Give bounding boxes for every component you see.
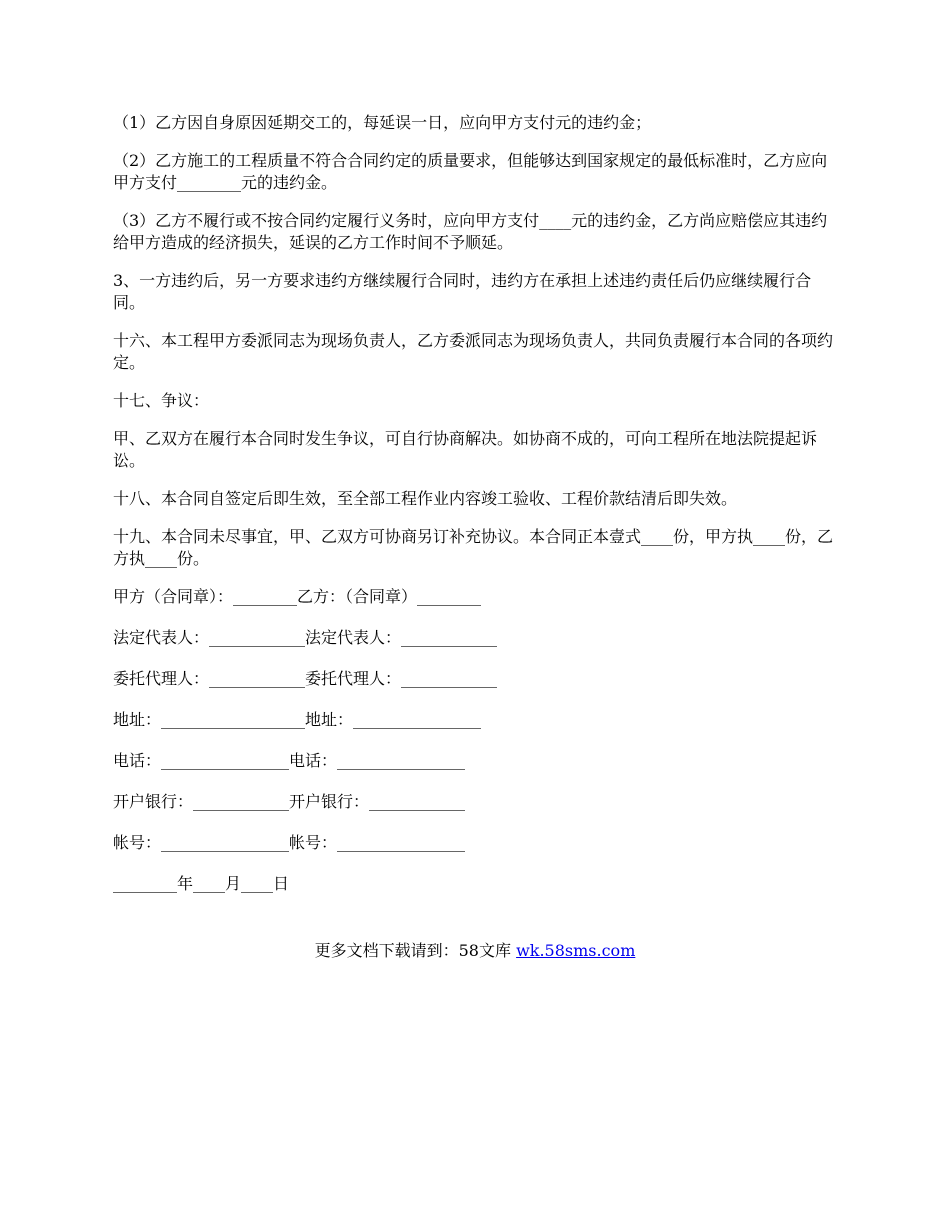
signature-bank-line: 开户银行：____________开户银行：____________	[113, 792, 466, 811]
clause-17-heading: 十七、争议：	[113, 391, 210, 410]
page-footer	[0, 940, 950, 962]
clause-17-dispute-text: 甲、乙双方在履行本合同时发生争议，可自行协商解决。如协商不成的，可向工程所在地法院提起诉讼。	[113, 429, 818, 470]
document-body	[113, 112, 843, 914]
clause-16-site-representatives: 十六、本工程甲方委派同志为现场负责人，乙方委派同志为现场负责人，共同负责履行本合同的各项约定。	[113, 331, 834, 372]
clause-18-effectiveness: 十八、本合同自签定后即生效，至全部工程作业内容竣工验收、工程价款结清后即失效。	[113, 489, 738, 508]
signature-phone-line: 电话：________________电话：________________	[113, 751, 466, 770]
signature-block	[113, 586, 843, 895]
clause-penalty-1: （1）乙方因自身原因延期交工的，每延误一日，应向甲方支付元的违约金；	[113, 113, 652, 132]
footer-link[interactable]: wk.58sms.com	[516, 941, 636, 960]
clause-19-supplementary: 十九、本合同未尽事宜，甲、乙双方可协商另订补充协议。本合同正本壹式____份，甲方执____份，乙方执____份。	[113, 527, 834, 568]
clause-continue-performance: 3、一方违约后，另一方要求违约方继续履行合同时，违约方在承担上述违约责任后仍应继续履行合同。	[113, 271, 812, 312]
signature-date-line: ________年____月____日	[113, 874, 290, 893]
clause-penalty-3: （3）乙方不履行或不按合同约定履行义务时，应向甲方支付____元的违约金，乙方尚应赔偿应其违约给甲方造成的经济损失，延误的乙方工作时间不予顺延。	[113, 211, 828, 252]
signature-seal-line: 甲方（合同章）：________乙方：（合同章）________	[113, 587, 482, 606]
footer-text: 更多文档下载请到：58文库	[314, 941, 517, 960]
signature-legal-rep-line: 法定代表人：____________法定代表人：____________	[113, 628, 498, 647]
signature-address-line: 地址：__________________地址：________________	[113, 710, 482, 729]
signature-account-line: 帐号：________________帐号：________________	[113, 833, 466, 852]
clause-penalty-2: （2）乙方施工的工程质量不符合合同约定的质量要求，但能够达到国家规定的最低标准时，乙方应向甲方支付________元的违约金。	[113, 151, 828, 192]
signature-agent-line: 委托代理人：____________委托代理人：____________	[113, 669, 498, 688]
